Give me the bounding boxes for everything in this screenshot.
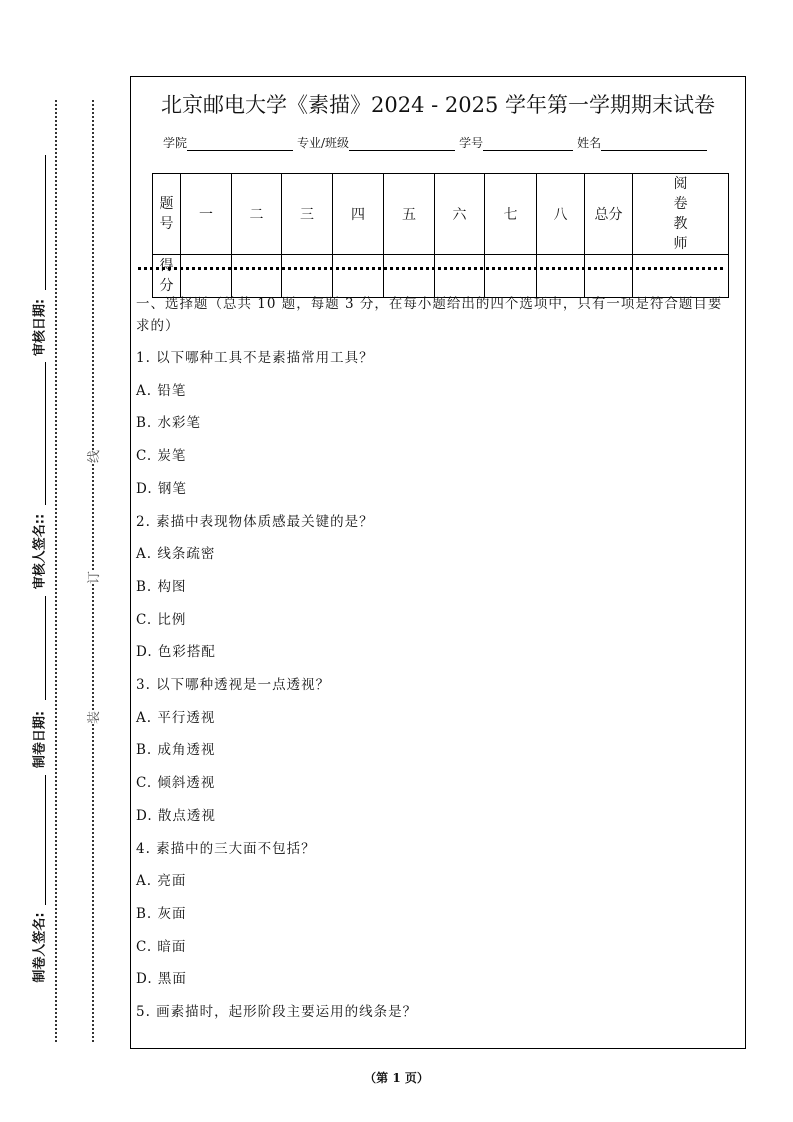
col-header: 二 [232,174,282,255]
review-date-label: 审核日期: [32,298,48,357]
answer-option: D. 散点透视 [136,807,216,824]
question-text: 3. 以下哪种透视是一点透视？ [136,677,331,693]
answer-option: B. 构图 [136,578,187,595]
answer-option: B. 成角透视 [136,742,216,759]
question-text: 1. 以下哪种工具不是素描常用工具？ [136,350,374,366]
col-header: 一 [181,174,232,255]
page-number: （第 1 页） [364,1071,429,1085]
answer-option: A. 亮面 [136,873,187,890]
section-heading: 一、选择题（总共 10 题，每题 3 分，在每小题给出的四个选项中，只有一项是符合题目要求的） [136,296,723,334]
name-field[interactable] [601,137,707,151]
compile-date-label: 制卷日期: [32,710,48,769]
score-cell[interactable] [384,255,435,298]
college-field[interactable] [187,137,293,151]
student-info-row [163,134,711,151]
col-header: 五 [384,174,435,255]
answer-option: D. 色彩搭配 [136,644,216,661]
answer-option: C. 炭笔 [136,448,187,465]
col-header: 七 [485,174,537,255]
score-cell[interactable] [181,255,232,298]
score-cell[interactable] [232,255,282,298]
signature-line [45,155,46,290]
score-cell[interactable] [333,255,384,298]
answer-option: D. 钢笔 [136,480,187,497]
score-cell[interactable] [537,255,585,298]
binding-char-line: 线 [83,450,102,463]
dotted-separator [138,267,723,270]
answer-option: A. 铅笔 [136,382,187,399]
compiler-signature-label: 制卷人签名: [32,912,48,983]
answer-option: C. 暗面 [136,938,187,955]
answer-option: A. 平行透视 [136,709,216,726]
question-number-header: 题号 [153,174,181,255]
answer-option: C. 比例 [136,611,187,628]
answer-option: A. 线条疏密 [136,546,216,563]
signature-line [45,775,46,905]
col-header: 阅卷教师 [633,174,729,255]
score-cell[interactable] [435,255,485,298]
signature-line [45,362,46,505]
score-row-header: 得分 [153,255,181,298]
score-cell[interactable] [485,255,537,298]
answer-option: C. 倾斜透视 [136,775,216,792]
outer-dotted-line [55,100,57,1042]
college-label: 学院 [163,136,188,150]
answer-option: B. 水彩笔 [136,415,202,432]
signature-line [45,596,46,700]
answer-option: B. 灰面 [136,905,187,922]
question-text: 4. 素描中的三大面不包括？ [136,840,316,857]
exam-page-frame [130,76,746,1049]
major-class-field[interactable] [349,137,455,151]
score-table [152,173,729,298]
question-text: 5. 画素描时，起形阶段主要运用的线条是？ [136,1004,418,1020]
col-header: 三 [282,174,333,255]
student-id-label: 学号 [459,136,484,150]
reviewer-signature-label: 审核人签名:: [32,513,48,590]
col-header: 四 [333,174,384,255]
score-cell[interactable] [585,255,633,298]
binding-char-bind: 装 [83,711,102,724]
name-label: 姓名 [577,136,602,150]
exam-title: 北京邮电大学《素描》2024 - 2025 学年第一学期期末试卷 [160,93,715,117]
student-id-field[interactable] [483,137,573,151]
major-class-label: 专业/班级 [297,136,350,150]
answer-option: D. 黑面 [136,971,187,988]
col-header: 六 [435,174,485,255]
question-text: 2. 素描中表现物体质感最关键的是？ [136,513,374,530]
col-header: 八 [537,174,585,255]
col-header: 总分 [585,174,633,255]
score-cell[interactable] [282,255,333,298]
binding-char-staple: 订 [83,571,102,584]
score-cell[interactable] [633,255,729,298]
